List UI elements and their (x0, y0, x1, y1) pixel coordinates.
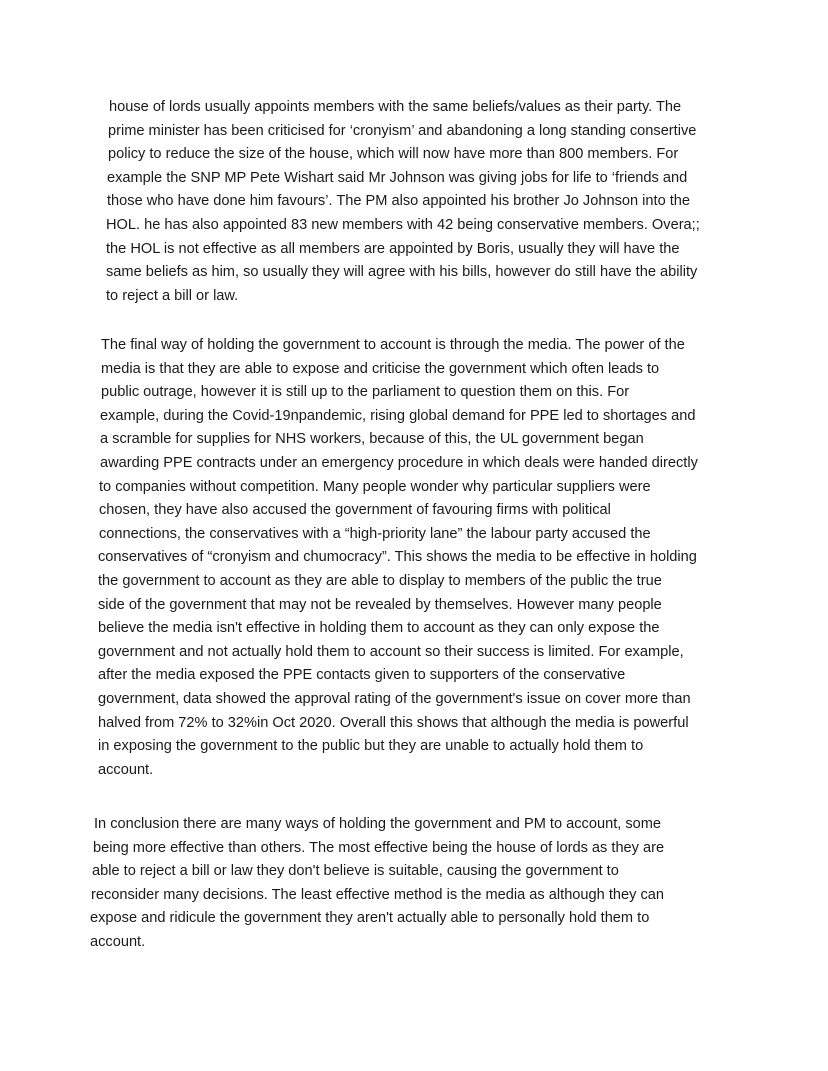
text-line: house of lords usually appoints members with the same beliefs/values as their party. The (109, 99, 682, 115)
text-line: In conclusion there are many ways of holding the government and PM to account, some (94, 816, 662, 832)
text-line: The final way of holding the government to account is through the media. The power of the (101, 337, 685, 353)
text-line: example the SNP MP Pete Wishart said Mr Johnson was giving jobs for life to ‘friends and (107, 169, 688, 186)
text-line: able to reject a bill or law they don't believe is suitable, causing the government to (92, 863, 619, 880)
text-line: prime minister has been criticised for ‘cronyism’ and abandoning a long standing consertive (108, 122, 697, 139)
text-line: believe the media isn't effective in holding them to account as they can only expose the (98, 620, 660, 637)
text-line: side of the government that may not be revealed by themselves. However many people (98, 596, 662, 613)
text-line: public outrage, however it is still up to the parliament to question them on this. For (101, 384, 630, 401)
text-line: the government to account as they are able to display to members of the public the true (98, 572, 662, 589)
paragraph-media (98, 334, 698, 782)
text-line: being more effective than others. The most effective being the house of lords as they are (93, 839, 665, 856)
text-line: government, data showed the approval rating of the government's issue on cover more than (98, 690, 691, 707)
text-line: the HOL is not effective as all members are appointed by Boris, usually they will have the (106, 240, 680, 257)
text-line: halved from 72% to 32%in Oct 2020. Overall this shows that although the media is powerful (98, 714, 689, 731)
text-line: awarding PPE contracts under an emergency procedure in which deals were handed directly (100, 454, 698, 471)
text-line: same beliefs as him, so usually they will agree with his bills, however do still have the ability (106, 264, 698, 281)
text-line: to reject a bill or law. (106, 287, 239, 304)
text-line: connections, the conservatives with a “high-priority lane” the labour party accused the (99, 525, 651, 542)
text-line: chosen, they have also accused the government of favouring firms with political (99, 502, 611, 519)
text-line: a scramble for supplies for NHS workers, because of this, the UL government began (100, 431, 644, 448)
text-line: after the media exposed the PPE contacts given to supporters of the conservative (98, 667, 626, 684)
text-line: conservatives of “cronyism and chumocracy”. This shows the media to be effective in holding (98, 549, 697, 566)
text-line: in exposing the government to the public but they are unable to actually hold them to (98, 738, 644, 755)
text-line: policy to reduce the size of the house, which will now have more than 800 members. For (108, 146, 679, 163)
text-line: account. (98, 761, 154, 778)
paragraph-conclusion (90, 813, 664, 955)
text-line: expose and ridicule the government they aren't actually able to personally hold them to (90, 910, 650, 927)
text-line: to companies without competition. Many people wonder why particular suppliers were (99, 478, 651, 495)
text-line: media is that they are able to expose and criticise the government which often leads to (101, 360, 660, 377)
text-line: example, during the Covid-19npandemic, rising global demand for PPE led to shortages and (100, 407, 696, 424)
text-line: reconsider many decisions. The least effective method is the media as although they can (91, 886, 664, 903)
text-line: those who have done him favours’. The PM also appointed his brother Jo Johnson into the (107, 193, 691, 210)
text-line: account. (90, 933, 146, 950)
text-line: government and not actually hold them to account so their success is limited. For example, (98, 643, 684, 660)
text-line: HOL. he has also appointed 83 new members with 42 being conservative members. Overa;; (106, 216, 700, 233)
paragraph-house-of-lords (106, 96, 700, 308)
